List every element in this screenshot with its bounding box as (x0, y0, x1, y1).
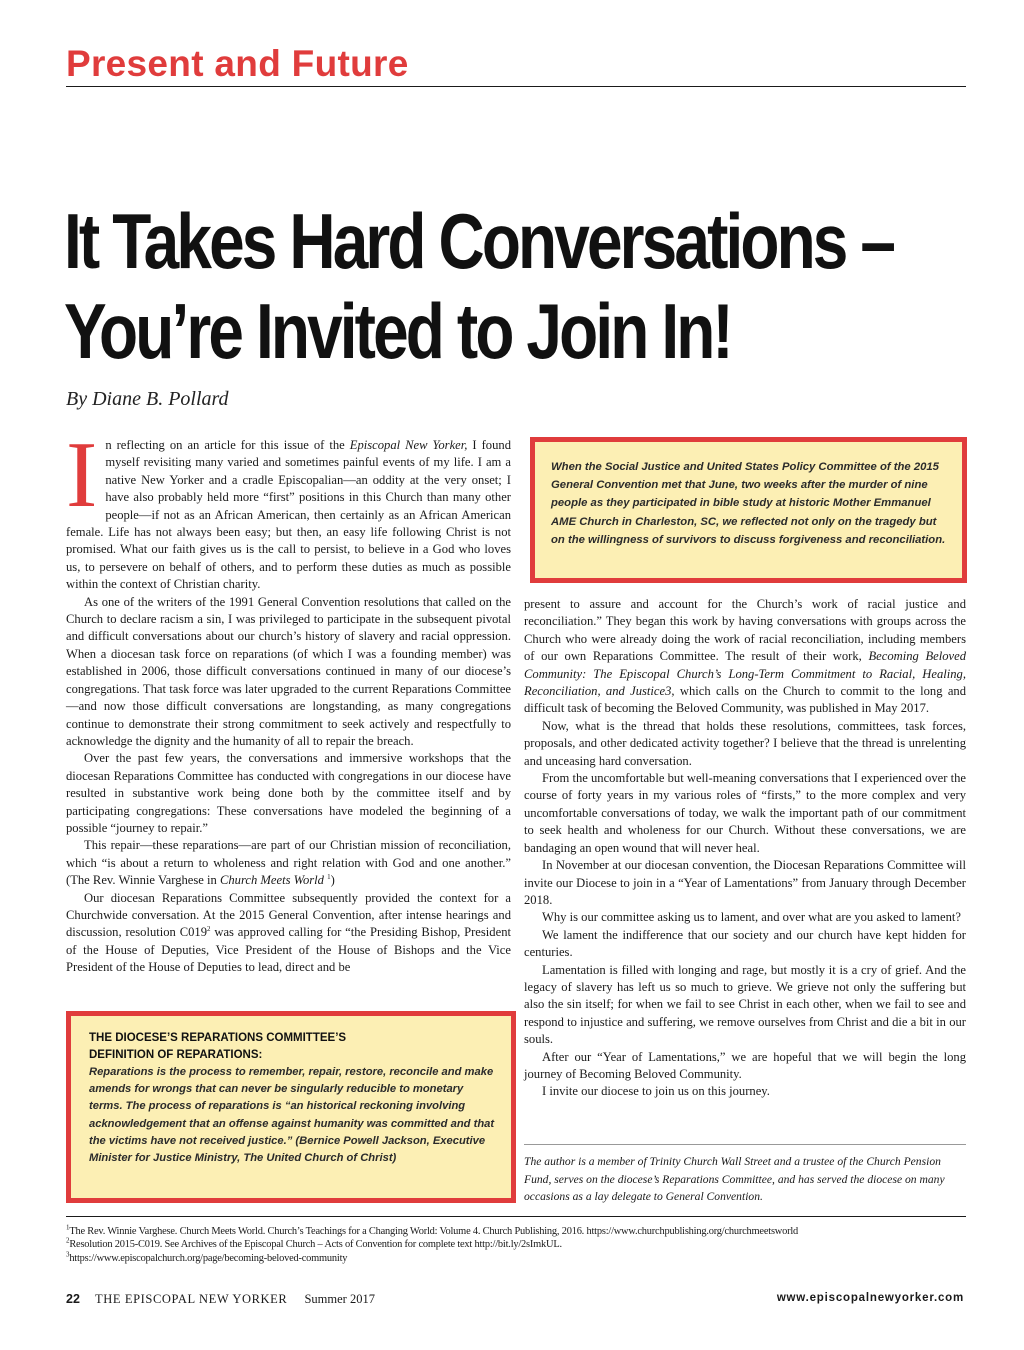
right-column (524, 596, 966, 1101)
paragraph: In reflecting on an article for this issue of the Episcopal New Yorker, I found myself revisiting many varied and sometimes painful events of my life. I am a native New Yorker and a cradle Episcopalian—an oddity at the very onset; I have also probably held more “first” positions in this Church than many other people—if not as an African American, then certainly as an African American female. Life has not always been easy; but then, an easy life following Christ is not promised. What our faith gives us is the call to persist, to believe in a God who loves us, to persevere on behalf of others, and to perform these duties as much as possible within the context of Christian charity. (66, 423, 511, 592)
paragraph: Over the past few years, the conversations and immersive workshops that the diocesan Reparations Committee has conducted with congregations in our diocese have resulted in substantive work being done both by the committee itself and by participating congregations: These conversations have modeled the beginning of a possible “journey to repair.” (66, 751, 511, 835)
paragraph: Now, what is the thread that holds these resolutions, committees, task forces, proposals, and other dedicated activity together? I believe that the thread is unrelenting and unceasing hard conversation. (524, 718, 966, 768)
section-header (66, 42, 966, 87)
website-link[interactable]: www.episcopalnewyorker.com (776, 1292, 964, 1304)
page-footer (66, 1292, 964, 1312)
definition-title: THE DIOCESE’S REPARATIONS COMMITTEE’S DEFINITION OF REPARATIONS: (89, 1032, 347, 1061)
paragraph: Lamentation is filled with longing and rage, but mostly it is a cry of grief. And the legacy of slavery has left us so much to grieve. We grieve not only the suffering but also the sin itself; for when we fail to see Christ in each other, when we fail to see and respond to injustice and suffering, we remove ourselves from Christ and die a bit in our souls. (524, 962, 966, 1047)
footnote-ref[interactable]: 1 (327, 872, 331, 881)
paragraph: In November at our diocesan convention, the Diocesan Reparations Committee will invite our Diocese to join in a “Year of Lamentations” from January through December 2018. (524, 858, 966, 907)
footnote-ref[interactable]: 2 (207, 925, 211, 934)
author-note: The author is a member of Trinity Church Wall Street and a trustee of the Church Pension Fund, serves on the diocese’s Reparations Committee, and has served the diocese on many occasions as a lay delegate to General Convention. (524, 1144, 966, 1206)
paragraph: This repair—these reparations—are part of our Christian mission of reconciliation, which “is about a return to wholeness and right relation with God and one another.” (The Rev. Winnie Varghese in Church Meets World $^1$) (66, 838, 511, 888)
paragraph: Why is our committee asking us to lament, and over what are you asked to lament? (542, 910, 961, 925)
definition-box (66, 1011, 516, 1203)
headline-line-2: You’re Invited to Join In! (64, 287, 731, 375)
paragraph: As one of the writers of the 1991 General Convention resolutions that called on the Church to declare racism a sin, I was privileged to participate in the subsequent pivotal and difficult conversations about our church’s history of slavery and racial oppression. When a diocesan task force on reparations (of which I was a founding member) was established in 2006, those difficult conversations continued in many of our diocese’s congregations. That task force was later upgraded to the current Reparations Committee—and now those difficult conversations are longstanding, as many congregations continue to demonstrate their strong commitment to seek actively and respectfully to acknowledge the dignity and the humanity of all to repair the breach. (66, 594, 511, 748)
footnote: $^3$https://www.episcopalchurch.org/page/becoming-beloved-community (66, 1250, 348, 1264)
article-headline (64, 196, 982, 376)
pull-quote-text: When the Social Justice and United States Policy Committee of the 2015 General Convention met that June, two weeks after the murder of nine people as they participated in bible study at historic Mother Emmanuel AME Church in Charleston, SC, we reflected not only on the tragedy but on the willingness of survivors to discuss forgiveness and reconciliation. (551, 461, 946, 546)
publication-name: THE EPISCOPAL NEW YORKER (95, 1292, 288, 1306)
byline: By Diane B. Pollard (66, 388, 229, 410)
paragraph: We lament the indifference that our society and our church have kept hidden for centuries. (524, 927, 966, 960)
footnotes (66, 1216, 966, 1265)
headline-line-1: It Takes Hard Conversations – (64, 197, 894, 285)
drop-cap: I (66, 423, 98, 527)
footnote: $^1$The Rev. Winnie Varghese. Church Meets World. Church’s Teachings for a Changing World: Volume 4. Church Publishing, 2016. https://www.churchpublishing.org/churchmeetsworld (66, 1223, 799, 1237)
footnote: $^2$Resolution 2015-C019. See Archives of the Episcopal Church – Acts of Convention for complete text http://bit.ly/2sImkUL. (66, 1236, 562, 1251)
page-number: 22 (66, 1292, 80, 1306)
paragraph: I invite our diocese to join us on this journey. (542, 1084, 770, 1099)
definition-body: Reparations is the process to remember, repair, restore, reconcile and make amends for wrongs that can never be singularly reducible to monetary terms. The process of reparations is “an historical reckoning involving acknowledgement that an offense against humanity was committed and that the victims have not received justice.” (Bernice Powell Jackson, Executive Minister for Justice Ministry, The United Church of Christ) (89, 1066, 495, 1165)
paragraph: After our “Year of Lamentations,” we are hopeful that we will begin the long journey of Becoming Beloved Community. (524, 1049, 966, 1081)
pull-quote-box (530, 437, 967, 583)
paragraph: From the uncomfortable but well-meaning conversations that I experienced over the course of forty years in my various roles of “firsts,” to the more complex and very uncomfortable conversations of today, we walk the important path of our commitment to seek health and wholeness for our Church. Without these conversations, we are bandaging an open wound that will never heal. (524, 771, 966, 855)
paragraph: present to assure and account for the Church’s work of racial justice and reconciliation.” They began this work by having conversations with groups across the Church who were already doing the work of racial reconciliation, including members of our own Reparations Committee. The result of their work, Becoming Beloved Community: The Episcopal Church’s Long-Term Commitment to Racial, Healing, Reconciliation, and Justice3, which calls on the Church to commit to the long and difficult task of becoming the Beloved Community, was published in May 2017. (524, 597, 966, 716)
paragraph: Our diocesan Reparations Committee subsequently provided the context for a Churchwide conversation. At the 2015 General Convention, after intense hearings and discussion, resolution $C019^2$ was approved calling for “the Presiding Bishop, President of the House of Deputies, Vice President of the House of Bishops and the Vice President of the House of Deputies to lead, direct and be (66, 890, 511, 975)
issue-date: Summer 2017 (304, 1292, 375, 1306)
left-column (66, 423, 511, 977)
section-title: Present and Future (66, 43, 409, 84)
